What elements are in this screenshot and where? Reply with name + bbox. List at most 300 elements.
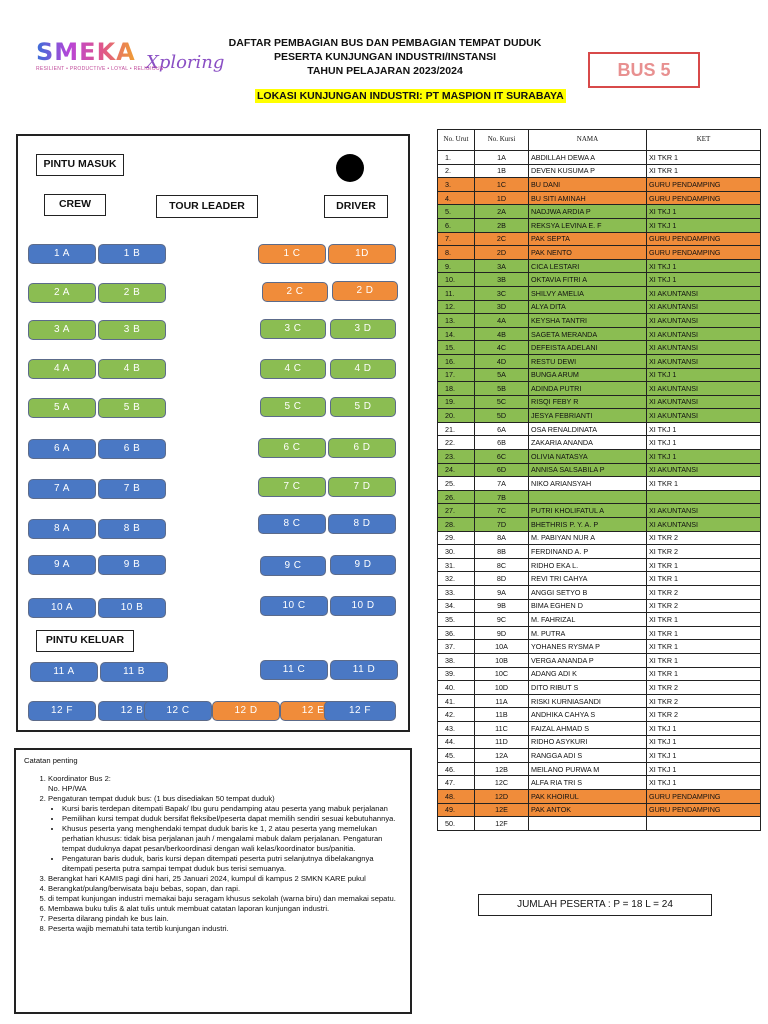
passenger-class: XI TKJ 1 — [647, 273, 761, 287]
table-row — [438, 681, 761, 695]
seat-number: 7A — [475, 477, 529, 491]
row-number: 15. — [438, 341, 475, 355]
passenger-name: CICA LESTARI — [529, 259, 647, 273]
passenger-name: PAK ANTOK — [529, 803, 647, 817]
row-number: 6. — [438, 218, 475, 232]
seat-number: 3C — [475, 286, 529, 300]
seat-3d: 3 D — [330, 319, 396, 339]
passenger-name: DEFEISTA ADELANI — [529, 341, 647, 355]
seat-8a: 8 A — [28, 519, 96, 539]
passenger-name: BHETHRIS P. Y. A. P — [529, 518, 647, 532]
seat-number: 3A — [475, 259, 529, 273]
note-item: 4. Berangkat/pulang/berwisata baju bebas, sopan, dan rapi. — [48, 884, 402, 894]
row-number: 18. — [438, 382, 475, 396]
row-number: 40. — [438, 681, 475, 695]
row-number: 11. — [438, 286, 475, 300]
table-row — [438, 232, 761, 246]
row-number: 8. — [438, 246, 475, 260]
table-row — [438, 218, 761, 232]
row-number: 48. — [438, 789, 475, 803]
passenger-name: RIDHO ASYKURI — [529, 735, 647, 749]
doc-title-line1: DAFTAR PEMBAGIAN BUS DAN PEMBAGIAN TEMPAT DUDUK — [228, 37, 542, 49]
passenger-class: XI AKUNTANSI — [647, 504, 761, 518]
seat-10b: 10 B — [98, 598, 166, 618]
row-number: 2. — [438, 164, 475, 178]
table-row — [438, 803, 761, 817]
seat-8d: 8 D — [328, 514, 396, 534]
seat-6c: 6 C — [258, 438, 326, 458]
seat-number: 10B — [475, 653, 529, 667]
row-number: 33. — [438, 586, 475, 600]
table-row — [438, 314, 761, 328]
table-row — [438, 545, 761, 559]
participant-total: JUMLAH PESERTA : P = 18 L = 24 — [478, 894, 712, 916]
table-row — [438, 721, 761, 735]
row-number: 39. — [438, 667, 475, 681]
passenger-name: FAIZAL AHMAD S — [529, 721, 647, 735]
table-row — [438, 395, 761, 409]
table-row — [438, 178, 761, 192]
seat-number: 2C — [475, 232, 529, 246]
seat-9c: 9 C — [260, 556, 326, 576]
table-row — [438, 422, 761, 436]
passenger-name: MEILANO PURWA M — [529, 762, 647, 776]
seat-6a: 6 A — [28, 439, 96, 459]
row-number: 12. — [438, 300, 475, 314]
table-row — [438, 164, 761, 178]
passenger-name: RIDHO EKA L. — [529, 558, 647, 572]
seat-number: 10C — [475, 667, 529, 681]
seat-number: 6C — [475, 450, 529, 464]
crew-seat-label: CREW — [44, 194, 106, 216]
passenger-name: SAGETA MERANDA — [529, 327, 647, 341]
seat-11c: 11 C — [260, 660, 328, 680]
row-number: 4. — [438, 191, 475, 205]
table-row — [438, 789, 761, 803]
seat-11a: 11 A — [30, 662, 98, 682]
seat-number: 1B — [475, 164, 529, 178]
table-row — [438, 191, 761, 205]
passenger-class: XI TKR 2 — [647, 694, 761, 708]
passenger-name: M. FAHRIZAL — [529, 613, 647, 627]
passenger-name: BU SITI AMINAH — [529, 191, 647, 205]
passenger-name: ADINDA PUTRI — [529, 382, 647, 396]
passenger-name: OKTAVIA FITRI A — [529, 273, 647, 287]
seat-12f: 12 F — [324, 701, 396, 721]
table-row — [438, 776, 761, 790]
row-number: 14. — [438, 327, 475, 341]
seat-number: 11D — [475, 735, 529, 749]
passenger-name: PAK KHOIRUL — [529, 789, 647, 803]
seat-number: 6D — [475, 463, 529, 477]
seat-9a: 9 A — [28, 555, 96, 575]
passenger-table — [437, 129, 761, 831]
table-row — [438, 572, 761, 586]
seat-number: 9D — [475, 626, 529, 640]
note-item: 8. Peserta wajib mematuhi tata tertib kunjungan industri. — [48, 924, 402, 934]
seat-number: 3B — [475, 273, 529, 287]
seat-number: 9A — [475, 586, 529, 600]
seat-number: 12B — [475, 762, 529, 776]
passenger-name: ZAKARIA ANANDA — [529, 436, 647, 450]
seat-12d: 12 D — [212, 701, 280, 721]
seat-1b: 1 B — [98, 244, 166, 264]
row-number: 19. — [438, 395, 475, 409]
seat-3b: 3 B — [98, 320, 166, 340]
seat-number: 3D — [475, 300, 529, 314]
seat-4a: 4 A — [28, 359, 96, 379]
passenger-class: GURU PENDAMPING — [647, 232, 761, 246]
passenger-name: M. PABIYAN NUR A — [529, 531, 647, 545]
passenger-name: FERDINAND A. P — [529, 545, 647, 559]
passenger-class: XI TKR 1 — [647, 477, 761, 491]
seat-number: 5D — [475, 409, 529, 423]
notes-list — [24, 774, 402, 934]
note-item: 2. Pengaturan tempat duduk bus: (1 bus disediakan 50 tempat duduk) • Kursi baris terdepan ditempati Bapak/ Ibu guru pendamping atau peserta yang mabuk perjalanan • Pemilihan kursi tempat duduk bersifat fleksibel/peserta dapat memilih sendiri sesuai kebutuhannya. • Khusus peserta yang menghendaki tempat duduk baris ke 1, 2 atau peserta yang memelukan perhatian khusus: tidak bisa perjalanan jauh / mengalami mabuk dalam perjalanan. Pengaturan tempat duduknya dapat pesan/berkoordinasi dengan wali kelas/koordinator bus/panitia. • Pengaturan baris duduk, baris kursi depan ditempati peserta putri selanjutnya dibelakangnya ditempati peserta putra sampai tempat duduk bus terisi semuanya. — [48, 794, 402, 874]
passenger-class: XI TKR 1 — [647, 164, 761, 178]
seat-5d: 5 D — [330, 397, 396, 417]
seat-6d: 6 D — [328, 438, 396, 458]
table-row — [438, 762, 761, 776]
row-number: 7. — [438, 232, 475, 246]
passenger-name: DITO RIBUT S — [529, 681, 647, 695]
passenger-class: XI TKJ 1 — [647, 218, 761, 232]
passenger-name: RISQI FEBY R — [529, 395, 647, 409]
seat-number: 1A — [475, 151, 529, 165]
logo-main-text: SMEKA — [36, 38, 136, 66]
seat-number: 5A — [475, 368, 529, 382]
row-number: 30. — [438, 545, 475, 559]
passenger-class: XI AKUNTANSI — [647, 314, 761, 328]
exit-door-label: PINTU KELUAR — [36, 630, 134, 652]
logo-tagline: RESILIENT • PRODUCTIVE • LOYAL • RELIGIOUS — [36, 66, 164, 72]
note-bullet: • Kursi baris terdepan ditempati Bapak/ Ibu guru pendamping atau peserta yang mabuk perjalanan — [62, 804, 402, 814]
bus-number-box: BUS 5 — [588, 52, 700, 88]
col-header-nama: NAMA — [529, 130, 647, 151]
row-number: 34. — [438, 599, 475, 613]
table-row — [438, 368, 761, 382]
table-row — [438, 300, 761, 314]
seat-12b: 12 B — [98, 701, 166, 721]
table-row — [438, 586, 761, 600]
table-row — [438, 341, 761, 355]
note-item: 3. Berangkat hari KAMIS pagi dini hari, 25 Januari 2024, kumpul di kampus 2 SMKN KARE pukul — [48, 874, 402, 884]
passenger-class: XI TKJ 1 — [647, 368, 761, 382]
row-number: 32. — [438, 572, 475, 586]
seat-9d: 9 D — [330, 555, 396, 575]
seat-1d: 1D — [328, 244, 396, 264]
steering-wheel-icon — [336, 154, 364, 182]
passenger-class: XI TKJ 1 — [647, 205, 761, 219]
seat-number: 11A — [475, 694, 529, 708]
passenger-name: OSA RENALDINATA — [529, 422, 647, 436]
passenger-class: XI AKUNTANSI — [647, 395, 761, 409]
seat-number: 8A — [475, 531, 529, 545]
seat-4b: 4 B — [98, 359, 166, 379]
seat-number: 7D — [475, 518, 529, 532]
table-row — [438, 504, 761, 518]
passenger-class — [647, 490, 761, 504]
passenger-name: VERGA ANANDA P — [529, 653, 647, 667]
doc-title-line2: PESERTA KUNJUNGAN INDUSTRI/INSTANSI — [273, 51, 497, 63]
passenger-class: XI TKR 1 — [647, 667, 761, 681]
passenger-name: OLIVIA NATASYA — [529, 450, 647, 464]
passenger-name: ANGGI SETYO B — [529, 586, 647, 600]
passenger-class: XI AKUNTANSI — [647, 300, 761, 314]
col-header-kursi: No. Kursi — [475, 130, 529, 151]
row-number: 17. — [438, 368, 475, 382]
seat-2c: 2 C — [262, 282, 328, 302]
passenger-name: PUTRI KHOLIFATUL A — [529, 504, 647, 518]
driver-seat-label: DRIVER — [324, 195, 388, 218]
passenger-class: XI TKR 2 — [647, 681, 761, 695]
seat-11b: 11 B — [100, 662, 168, 682]
passenger-name: ADANG ADI K — [529, 667, 647, 681]
passenger-class: XI TKR 1 — [647, 613, 761, 627]
row-number: 16. — [438, 354, 475, 368]
row-number: 45. — [438, 749, 475, 763]
seat-number: 12E — [475, 803, 529, 817]
logo-script-text: Xploring — [146, 52, 225, 73]
row-number: 22. — [438, 436, 475, 450]
row-number: 38. — [438, 653, 475, 667]
table-row — [438, 477, 761, 491]
passenger-class: XI AKUNTANSI — [647, 463, 761, 477]
table-row — [438, 436, 761, 450]
table-row — [438, 286, 761, 300]
row-number: 24. — [438, 463, 475, 477]
row-number: 35. — [438, 613, 475, 627]
seat-4c: 4 C — [260, 359, 326, 379]
passenger-class: XI AKUNTANSI — [647, 382, 761, 396]
seat-number: 12A — [475, 749, 529, 763]
note-bullet: • Pengaturan baris duduk, baris kursi depan ditempati peserta putri selanjutnya dibelakangnya ditempati peserta putra sampai tempat duduk bus terisi semuanya. — [62, 854, 402, 874]
table-row — [438, 463, 761, 477]
passenger-class: XI TKR 2 — [647, 708, 761, 722]
note-bullet: • Khusus peserta yang menghendaki tempat duduk baris ke 1, 2 atau peserta yang memelukan perhatian khusus: tidak bisa perjalanan jauh / mengalami mabuk dalam perjalanan. Pengaturan tempat duduknya dapat pesan/berkoordinasi dengan wali kelas/koordinator bus/panitia. — [62, 824, 402, 854]
passenger-name: SHILVY AMELIA — [529, 286, 647, 300]
passenger-class — [647, 817, 761, 831]
passenger-class: XI TKR 1 — [647, 558, 761, 572]
seat-number: 10D — [475, 681, 529, 695]
seat-number: 12D — [475, 789, 529, 803]
passenger-name: BU DANI — [529, 178, 647, 192]
table-row — [438, 558, 761, 572]
seat-11d: 11 D — [330, 660, 398, 680]
seat-number: 11B — [475, 708, 529, 722]
table-row — [438, 640, 761, 654]
row-number: 31. — [438, 558, 475, 572]
table-row — [438, 817, 761, 831]
passenger-name: ABDILLAH DEWA A — [529, 151, 647, 165]
seat-number: 2D — [475, 246, 529, 260]
seat-5b: 5 B — [98, 398, 166, 418]
passenger-class: GURU PENDAMPING — [647, 246, 761, 260]
passenger-name: NADJWA ARDIA P — [529, 205, 647, 219]
passenger-class: XI AKUNTANSI — [647, 518, 761, 532]
seat-6b: 6 B — [98, 439, 166, 459]
table-row — [438, 749, 761, 763]
row-number: 41. — [438, 694, 475, 708]
table-row — [438, 205, 761, 219]
passenger-class: XI TKR 2 — [647, 599, 761, 613]
location-banner: LOKASI KUNJUNGAN INDUSTRI: PT MASPION IT SURABAYA — [257, 90, 564, 102]
seat-number: 4D — [475, 354, 529, 368]
note-bullet: • Pemilihan kursi tempat duduk bersifat fleksibel/peserta dapat memilih sendiri sesuai kebutuhannya. — [62, 814, 402, 824]
table-row — [438, 354, 761, 368]
col-header-ket: KET — [647, 130, 761, 151]
row-number: 42. — [438, 708, 475, 722]
seat-number: 1C — [475, 178, 529, 192]
seat-number: 8B — [475, 545, 529, 559]
seat-number: 12F — [475, 817, 529, 831]
seat-number: 6B — [475, 436, 529, 450]
row-number: 50. — [438, 817, 475, 831]
table-row — [438, 246, 761, 260]
row-number: 49. — [438, 803, 475, 817]
seat-number: 4C — [475, 341, 529, 355]
seat-number: 6A — [475, 422, 529, 436]
seat-number: 7C — [475, 504, 529, 518]
row-number: 5. — [438, 205, 475, 219]
seat-3a: 3 A — [28, 320, 96, 340]
passenger-name: REVI TRI CAHYA — [529, 572, 647, 586]
passenger-class: XI AKUNTANSI — [647, 354, 761, 368]
note-item: 5. di tempat kunjungan industri memakai baju seragam khusus sekolah (warna biru) dan memakai sepatu. — [48, 894, 402, 904]
passenger-name: JESYA FEBRIANTI — [529, 409, 647, 423]
seat-number: 10A — [475, 640, 529, 654]
passenger-class: XI TKR 2 — [647, 531, 761, 545]
seat-number: 5B — [475, 382, 529, 396]
seat-8c: 8 C — [258, 514, 326, 534]
seat-8b: 8 B — [98, 519, 166, 539]
seat-10d: 10 D — [330, 596, 396, 616]
seat-5c: 5 C — [260, 397, 326, 417]
passenger-class: XI TKJ 1 — [647, 422, 761, 436]
table-row — [438, 409, 761, 423]
row-number: 27. — [438, 504, 475, 518]
passenger-class: XI AKUNTANSI — [647, 286, 761, 300]
table-row — [438, 653, 761, 667]
passenger-name: BUNGA ARUM — [529, 368, 647, 382]
passenger-class: XI AKUNTANSI — [647, 409, 761, 423]
seat-number: 8D — [475, 572, 529, 586]
passenger-name: M. PUTRA — [529, 626, 647, 640]
seat-number: 9B — [475, 599, 529, 613]
passenger-name: KEYSHA TANTRI — [529, 314, 647, 328]
row-number: 29. — [438, 531, 475, 545]
passenger-class: XI TKR 1 — [647, 572, 761, 586]
seat-number: 12C — [475, 776, 529, 790]
passenger-class: XI TKR 1 — [647, 626, 761, 640]
seat-7c: 7 C — [258, 477, 326, 497]
passenger-class: XI AKUNTANSI — [647, 341, 761, 355]
seat-10c: 10 C — [260, 596, 328, 616]
notes-title: Catatan penting — [24, 756, 78, 765]
row-number: 36. — [438, 626, 475, 640]
passenger-name: DEVEN KUSUMA P — [529, 164, 647, 178]
table-row — [438, 259, 761, 273]
passenger-class: XI TKR 2 — [647, 545, 761, 559]
passenger-name: RESTU DEWI — [529, 354, 647, 368]
passenger-class: GURU PENDAMPING — [647, 191, 761, 205]
note-item: 6. Membawa buku tulis & alat tulis untuk membuat catatan laporan kunjungan industri. — [48, 904, 402, 914]
table-row — [438, 708, 761, 722]
table-row — [438, 327, 761, 341]
row-number: 28. — [438, 518, 475, 532]
passenger-class: XI TKJ 1 — [647, 721, 761, 735]
seat-number: 9C — [475, 613, 529, 627]
row-number: 37. — [438, 640, 475, 654]
passenger-name: NIKO ARIANSYAH — [529, 477, 647, 491]
seat-number: 2B — [475, 218, 529, 232]
tour-leader-seat-label: TOUR LEADER — [156, 195, 258, 218]
seat-7a: 7 A — [28, 479, 96, 499]
passenger-class: XI TKJ 1 — [647, 735, 761, 749]
passenger-class: XI TKJ 1 — [647, 762, 761, 776]
seating-rules-list — [48, 804, 402, 874]
row-number: 25. — [438, 477, 475, 491]
passenger-class: XI TKR 1 — [647, 653, 761, 667]
entrance-door-label: PINTU MASUK — [36, 154, 124, 176]
important-notes-box — [14, 748, 412, 1014]
row-number: 46. — [438, 762, 475, 776]
row-number: 23. — [438, 450, 475, 464]
note-item: 1. Koordinator Bus 2: No. HP/WA — [48, 774, 402, 794]
seat-number: 5C — [475, 395, 529, 409]
table-row — [438, 518, 761, 532]
seat-number: 8C — [475, 558, 529, 572]
passenger-name: PAK NENTO — [529, 246, 647, 260]
passenger-name: BIMA EGHEN D — [529, 599, 647, 613]
table-row — [438, 735, 761, 749]
row-number: 47. — [438, 776, 475, 790]
passenger-class: XI TKR 2 — [647, 586, 761, 600]
seat-2d: 2 D — [332, 281, 398, 301]
table-row — [438, 151, 761, 165]
passenger-name: REKSYA LEVINA E. F — [529, 218, 647, 232]
note-item: 7. Peserta dilarang pindah ke bus lain. — [48, 914, 402, 924]
passenger-name: ANDHIKA CAHYA S — [529, 708, 647, 722]
seat-7d: 7 D — [328, 477, 396, 497]
seat-2a: 2 A — [28, 283, 96, 303]
seat-5a: 5 A — [28, 398, 96, 418]
seat-3c: 3 C — [260, 319, 326, 339]
seat-12f: 12 F — [28, 701, 96, 721]
passenger-name — [529, 817, 647, 831]
passenger-name: YOHANES RYSMA P — [529, 640, 647, 654]
table-row — [438, 490, 761, 504]
seat-9b: 9 B — [98, 555, 166, 575]
passenger-class: XI TKJ 1 — [647, 259, 761, 273]
passenger-name — [529, 490, 647, 504]
seat-number: 2A — [475, 205, 529, 219]
seat-2b: 2 B — [98, 283, 166, 303]
col-header-no: No. Urut — [438, 130, 475, 151]
table-row — [438, 613, 761, 627]
row-number: 10. — [438, 273, 475, 287]
row-number: 26. — [438, 490, 475, 504]
passenger-name: RANGGA ADI S — [529, 749, 647, 763]
row-number: 13. — [438, 314, 475, 328]
seat-number: 4B — [475, 327, 529, 341]
seat-12c: 12 C — [144, 701, 212, 721]
passenger-class: XI TKJ 1 — [647, 436, 761, 450]
table-row — [438, 694, 761, 708]
passenger-name: PAK SEPTA — [529, 232, 647, 246]
table-row — [438, 450, 761, 464]
seat-1c: 1 C — [258, 244, 326, 264]
